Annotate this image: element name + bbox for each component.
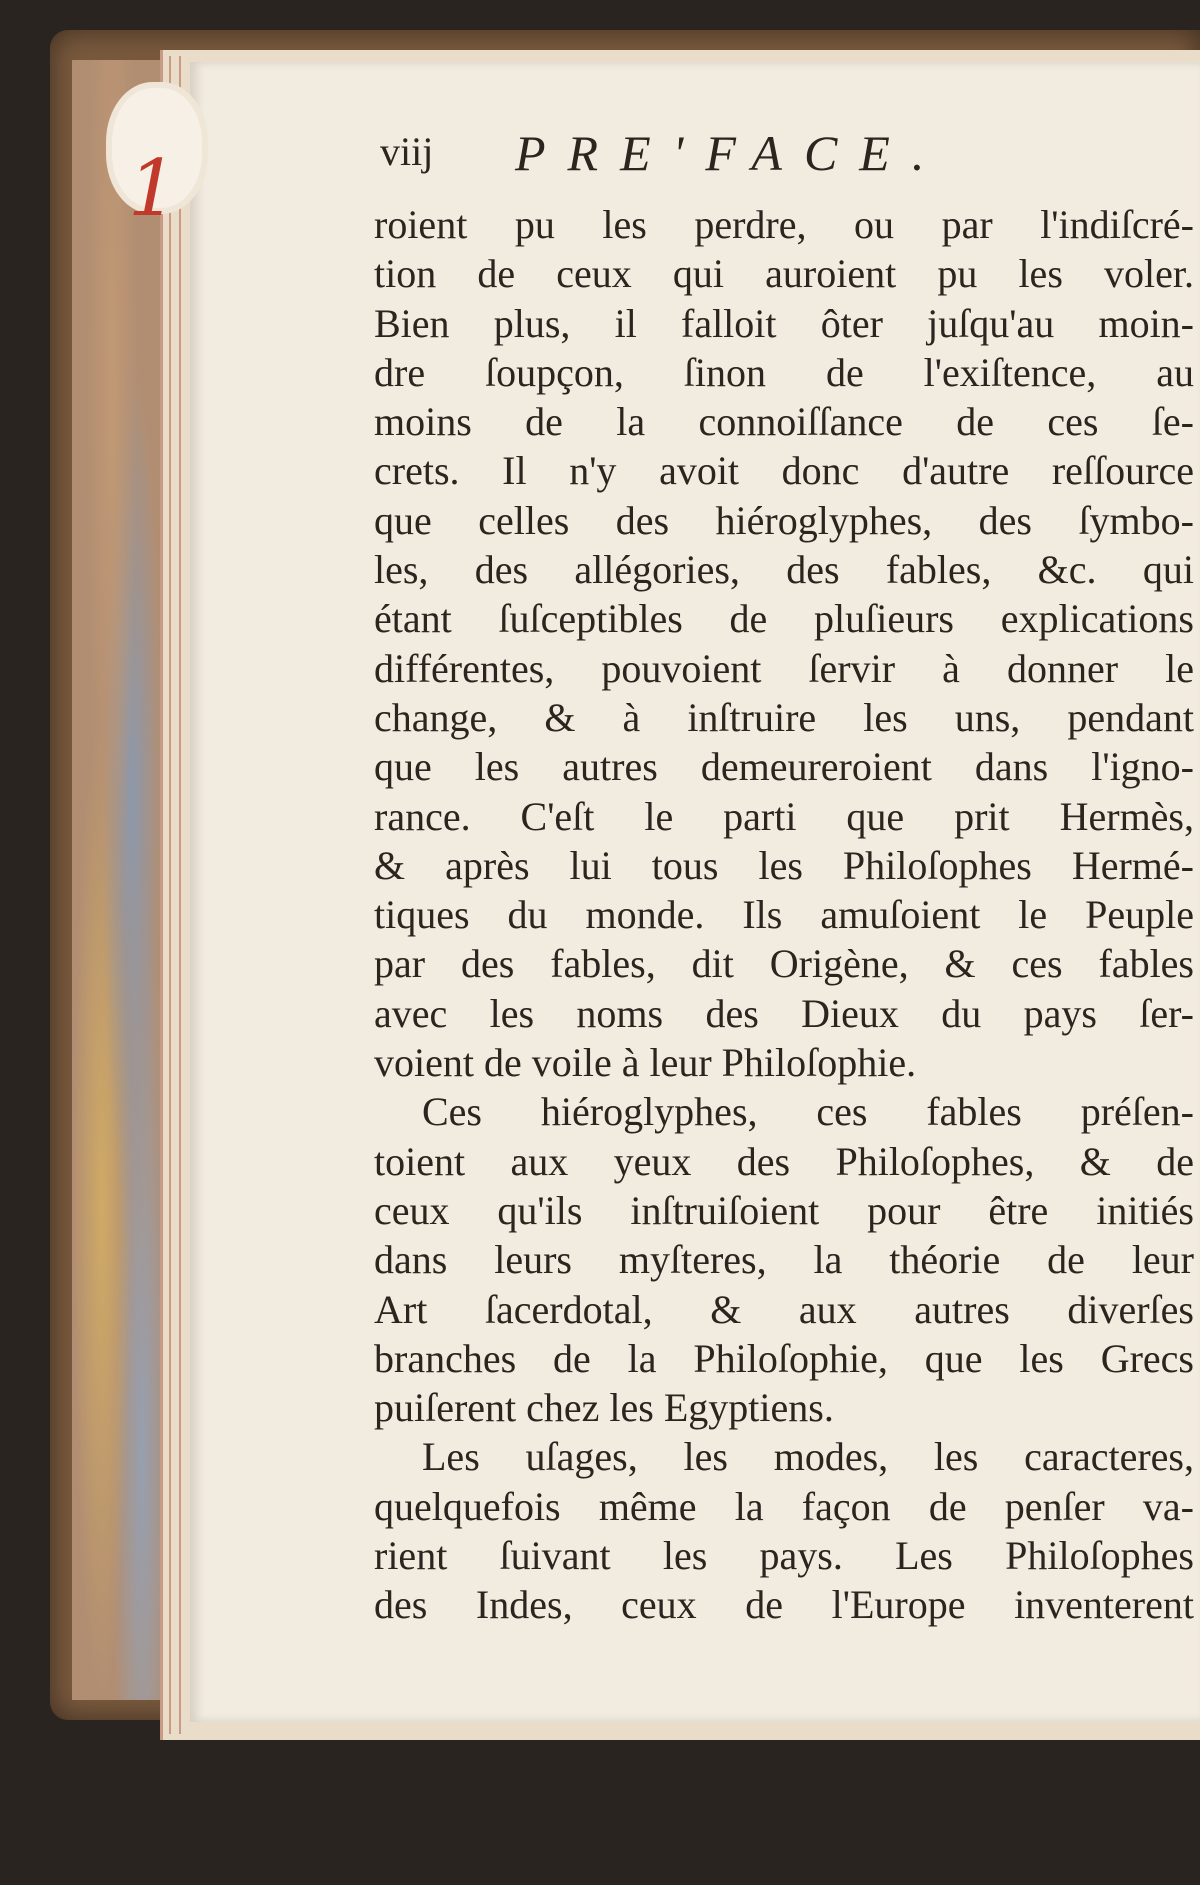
running-title: PRE'FACE. xyxy=(515,125,947,181)
text-line: toient aux yeux des Philoſophes, & de xyxy=(374,1138,1194,1184)
text-line: dre ſoupçon, ſinon de l'exiſtence, au xyxy=(374,349,1194,395)
text-line: crets. Il n'y avoit donc d'autre reſſource xyxy=(374,448,1194,494)
text-line: puiſerent chez les Egyptiens. xyxy=(374,1385,834,1431)
library-label-number: 1 xyxy=(128,144,178,234)
text-line: des Indes, ceux de l'Europe inventerent xyxy=(374,1582,1194,1628)
page-number: viij xyxy=(380,129,434,174)
text-line: ceux qu'ils inſtruiſoient pour être initiés xyxy=(374,1187,1194,1233)
text-line: Bien plus, il falloit ôter juſqu'au moin- xyxy=(374,300,1194,346)
text-line: avec les noms des Dieux du pays ſer- xyxy=(374,990,1194,1036)
marbled-endpaper xyxy=(72,60,172,1700)
text-line: change, & à inſtruire les uns, pendant xyxy=(374,694,1194,740)
text-line: Ces hiéroglyphes, ces fables préſen- xyxy=(422,1089,1194,1135)
text-line: branches de la Philoſophie, que les Grecs xyxy=(374,1335,1194,1381)
text-line: étant ſuſceptibles de pluſieurs explications xyxy=(374,596,1194,642)
text-line: rance. C'eſt le parti que prit Hermès, xyxy=(374,793,1194,839)
text-line: moins de la connoiſſance de ces ſe- xyxy=(374,399,1194,445)
text-line: différentes, pouvoient ſervir à donner le xyxy=(374,645,1194,691)
text-line: que les autres demeureroient dans l'igno- xyxy=(374,744,1194,790)
text-line: Les uſages, les modes, les caracteres, xyxy=(422,1434,1194,1480)
running-head xyxy=(380,125,1140,188)
text-line: par des fables, dit Origène, & ces fables xyxy=(374,941,1194,987)
text-line: & après lui tous les Philoſophes Hermé- xyxy=(374,842,1194,888)
text-line: tiques du monde. Ils amuſoient le Peuple xyxy=(374,892,1194,938)
text-line: les, des allégories, des fables, &c. qui xyxy=(374,547,1194,593)
text-line: voient de voile à leur Philoſophie. xyxy=(374,1040,917,1086)
text-line: rient ſuivant les pays. Les Philoſophes xyxy=(374,1533,1194,1579)
text-line: dans leurs myſteres, la théorie de leur xyxy=(374,1237,1194,1283)
text-line: roient pu les perdre, ou par l'indiſcré- xyxy=(374,202,1194,247)
text-line: quelquefois même la façon de penſer va- xyxy=(374,1483,1194,1529)
text-line: que celles des hiéroglyphes, des ſymbo- xyxy=(374,497,1194,543)
text-line: Art ſacerdotal, & aux autres diverſes xyxy=(374,1286,1194,1332)
text-line: tion de ceux qui auroient pu les voler. xyxy=(374,251,1194,297)
body-text xyxy=(374,200,1194,1630)
